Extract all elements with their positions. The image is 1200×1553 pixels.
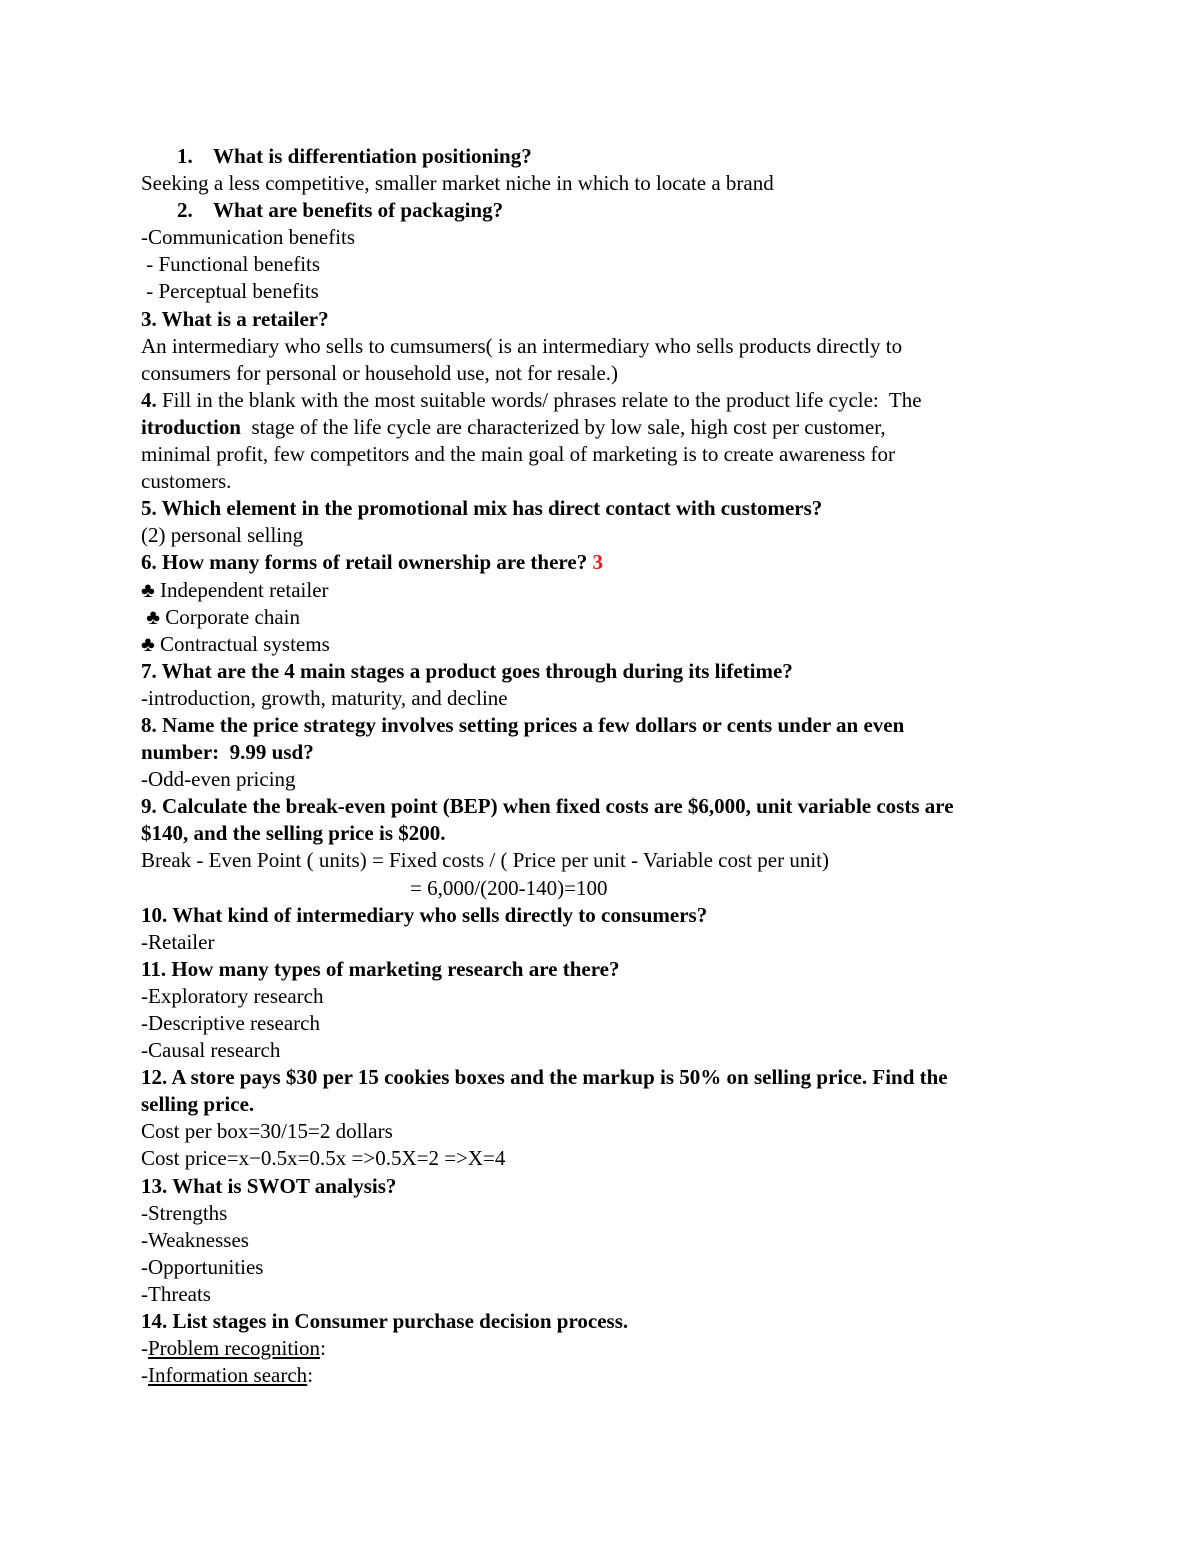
question-9-line-2: $140, and the selling price is $200. [141,821,446,846]
list-item-label: Contractual systems [160,631,330,656]
stage-label: Information search [148,1363,308,1388]
answer-line: -Communication benefits [141,225,356,250]
answer-line: -Causal research [141,1038,281,1063]
question-3: 3. What is a retailer? [141,306,329,331]
bep-formula: Break - Even Point ( units) = Fixed costs / ( Price per unit - Variable cost per unit) [141,848,829,873]
answer-line: -Weaknesses [141,1227,249,1252]
answer-line: -Threats [141,1281,211,1306]
question-6 [141,549,1071,576]
stage-item [141,1335,1071,1362]
list-item [141,631,1071,658]
club-bullet-icon: ♣ [141,577,155,602]
answer-1: Seeking a less competitive, smaller market niche in which to locate a brand [141,171,774,196]
bep-result: = 6,000/(200-140)=100 [410,875,608,900]
answer-line: -Opportunities [141,1254,264,1279]
question-4-line-3: minimal profit, few competitors and the main goal of marketing is to create awareness for [141,442,896,467]
question-2 [141,197,1071,224]
answer-line: Cost price=x−0.5x=0.5x =>0.5X=2 =>X=4 [141,1146,506,1171]
club-bullet-icon: ♣ [146,604,161,629]
question-12-line-2: selling price. [141,1092,255,1117]
question-text: 6. How many forms of retail ownership are there? [141,550,588,575]
question-4-line-2 [141,414,1071,441]
question-7: 7. What are the 4 main stages a product goes through during its lifetime? [141,658,793,683]
answer-line: - Functional benefits [141,252,321,277]
blank-answer: itroduction [141,414,241,439]
answer-10: -Retailer [141,929,215,954]
question-text: stage of the life cycle are characterized by low sale, high cost per customer, [240,414,886,439]
answer-line: -Descriptive research [141,1011,320,1035]
question-12: 12. A store pays $30 per 15 cookies boxes and the markup is 50% on selling price. Find the [141,1065,948,1090]
question-14: 14. List stages in Consumer purchase decision process. [141,1309,629,1334]
question-1 [141,143,1071,170]
answer-line: -Exploratory research [141,983,324,1008]
question-13: 13. What is SWOT analysis? [141,1173,397,1198]
stage-label: Problem recognition [148,1336,321,1361]
answer-7: -introduction, growth, maturity, and decline [141,685,508,710]
question-9: 9. Calculate the break-even point (BEP) when fixed costs are $6,000, unit variable costs are [141,794,954,819]
answer-5: (2) personal selling [141,523,304,548]
club-bullet-icon: ♣ [141,631,155,656]
question-text: What is differentiation positioning? [213,144,532,168]
question-4 [141,387,1071,414]
list-item [141,577,1071,604]
stage-dash: - [141,1363,148,1388]
list-item-label: Corporate chain [165,604,300,629]
answer-count: 3 [592,550,603,575]
question-text: What are benefits of packaging? [213,198,504,223]
question-10: 10. What kind of intermediary who sells directly to consumers? [141,902,708,927]
question-5: 5. Which element in the promotional mix has direct contact with customers? [141,496,823,521]
answer-line: Cost per box=30/15=2 dollars [141,1119,393,1144]
answer-line: An intermediary who sells to cumsumers( is an intermediary who sells products directly to [141,333,903,358]
answer-8: -Odd-even pricing [141,767,296,792]
list-item-label: Independent retailer [160,577,329,602]
question-11: 11. How many types of marketing research are there? [141,956,620,981]
question-8: 8. Name the price strategy involves setting prices a few dollars or cents under an even [141,712,905,737]
question-number: 4. [141,387,157,412]
question-number: 1. [177,144,193,168]
stage-colon: : [307,1363,314,1388]
answer-line: -Strengths [141,1200,228,1225]
document-page [141,143,1071,1389]
question-number: 2. [177,198,193,223]
stage-dash: - [141,1336,148,1361]
list-item [141,604,1071,631]
question-4-line-4: customers. [141,469,232,494]
stage-item [141,1362,1071,1389]
answer-line: - Perceptual benefits [141,279,319,304]
stage-colon: : [320,1336,326,1361]
answer-line: consumers for personal or household use, not for resale.) [141,360,619,385]
question-8-line-2: number: 9.99 usd? [141,740,314,765]
question-text: Fill in the blank with the most suitable words/ phrases relate to the product life cycle: The [156,387,922,412]
